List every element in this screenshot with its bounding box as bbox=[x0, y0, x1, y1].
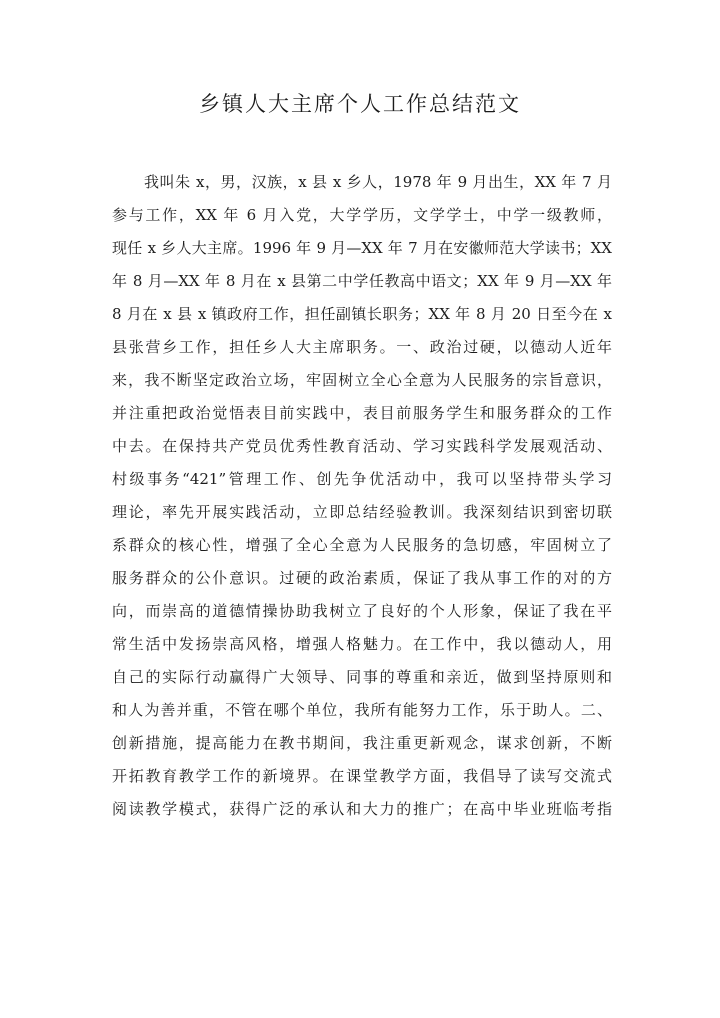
text-line: 向，而崇高的道德情操协助我树立了良好的个人形象，保证了我在平 bbox=[112, 602, 612, 620]
text-line: 创新措施，提高能力在教书期间，我注重更新观念，谋求创新，不断 bbox=[112, 734, 612, 752]
text-line: 我叫朱 x，男，汉族，x 县 x 乡人，1978 年 9 月出生，XX 年 7 月 bbox=[144, 173, 612, 191]
text-line: 和人为善并重，不管在哪个单位，我所有能努力工作，乐于助人。二、 bbox=[112, 701, 612, 719]
text-line: 开拓教育教学工作的新境界。在课堂教学方面，我倡导了读写交流式 bbox=[112, 767, 612, 785]
text-line: 村级事务“421”管理工作、创先争优活动中，我可以坚持带头学习 bbox=[112, 470, 612, 488]
text-line: 自己的实际行动赢得广大领导、同事的尊重和亲近，做到坚持原则和 bbox=[112, 668, 612, 686]
text-line: 理论，率先开展实践活动，立即总结经验教训。我深刻结识到密切联 bbox=[112, 503, 612, 521]
document-title: 乡镇人大主席个人工作总结范文 bbox=[199, 92, 521, 116]
text-line: 年 8 月—XX 年 8 月在 x 县第二中学任教高中语文；XX 年 9 月—XX 年 bbox=[112, 272, 612, 290]
text-line: 阅读教学模式，获得广泛的承认和大力的推广；在高中毕业班临考指 bbox=[112, 800, 612, 818]
text-line: 县张营乡工作，担任乡人大主席职务。一、政治过硬，以德动人近年 bbox=[112, 338, 612, 356]
text-line: 中去。在保持共产党员优秀性教育活动、学习实践科学发展观活动、 bbox=[112, 437, 612, 455]
text-line: 服务群众的公仆意识。过硬的政治素质，保证了我从事工作的对的方 bbox=[112, 569, 612, 587]
text-line: 系群众的核心性，增强了全心全意为人民服务的急切感，牢固树立了 bbox=[112, 536, 612, 554]
text-line: 并注重把政治觉悟表目前实践中，表目前服务学生和服务群众的工作 bbox=[112, 404, 612, 422]
text-line: 常生活中发扬崇高风格，增强人格魅力。在工作中，我以德动人，用 bbox=[112, 635, 612, 653]
document-body bbox=[112, 166, 612, 826]
text-line: 来，我不断坚定政治立场，牢固树立全心全意为人民服务的宗旨意识， bbox=[112, 371, 612, 389]
text-line: 参与工作，XX 年 6 月入党，大学学历，文学学士，中学一级教师， bbox=[112, 206, 612, 224]
text-line: 8 月在 x 县 x 镇政府工作，担任副镇长职务；XX 年 8 月 20 日至今在 x bbox=[112, 305, 612, 323]
text-line: 现任 x 乡人大主席。1996 年 9 月—XX 年 7 月在安徽师范大学读书；XX bbox=[112, 239, 612, 257]
